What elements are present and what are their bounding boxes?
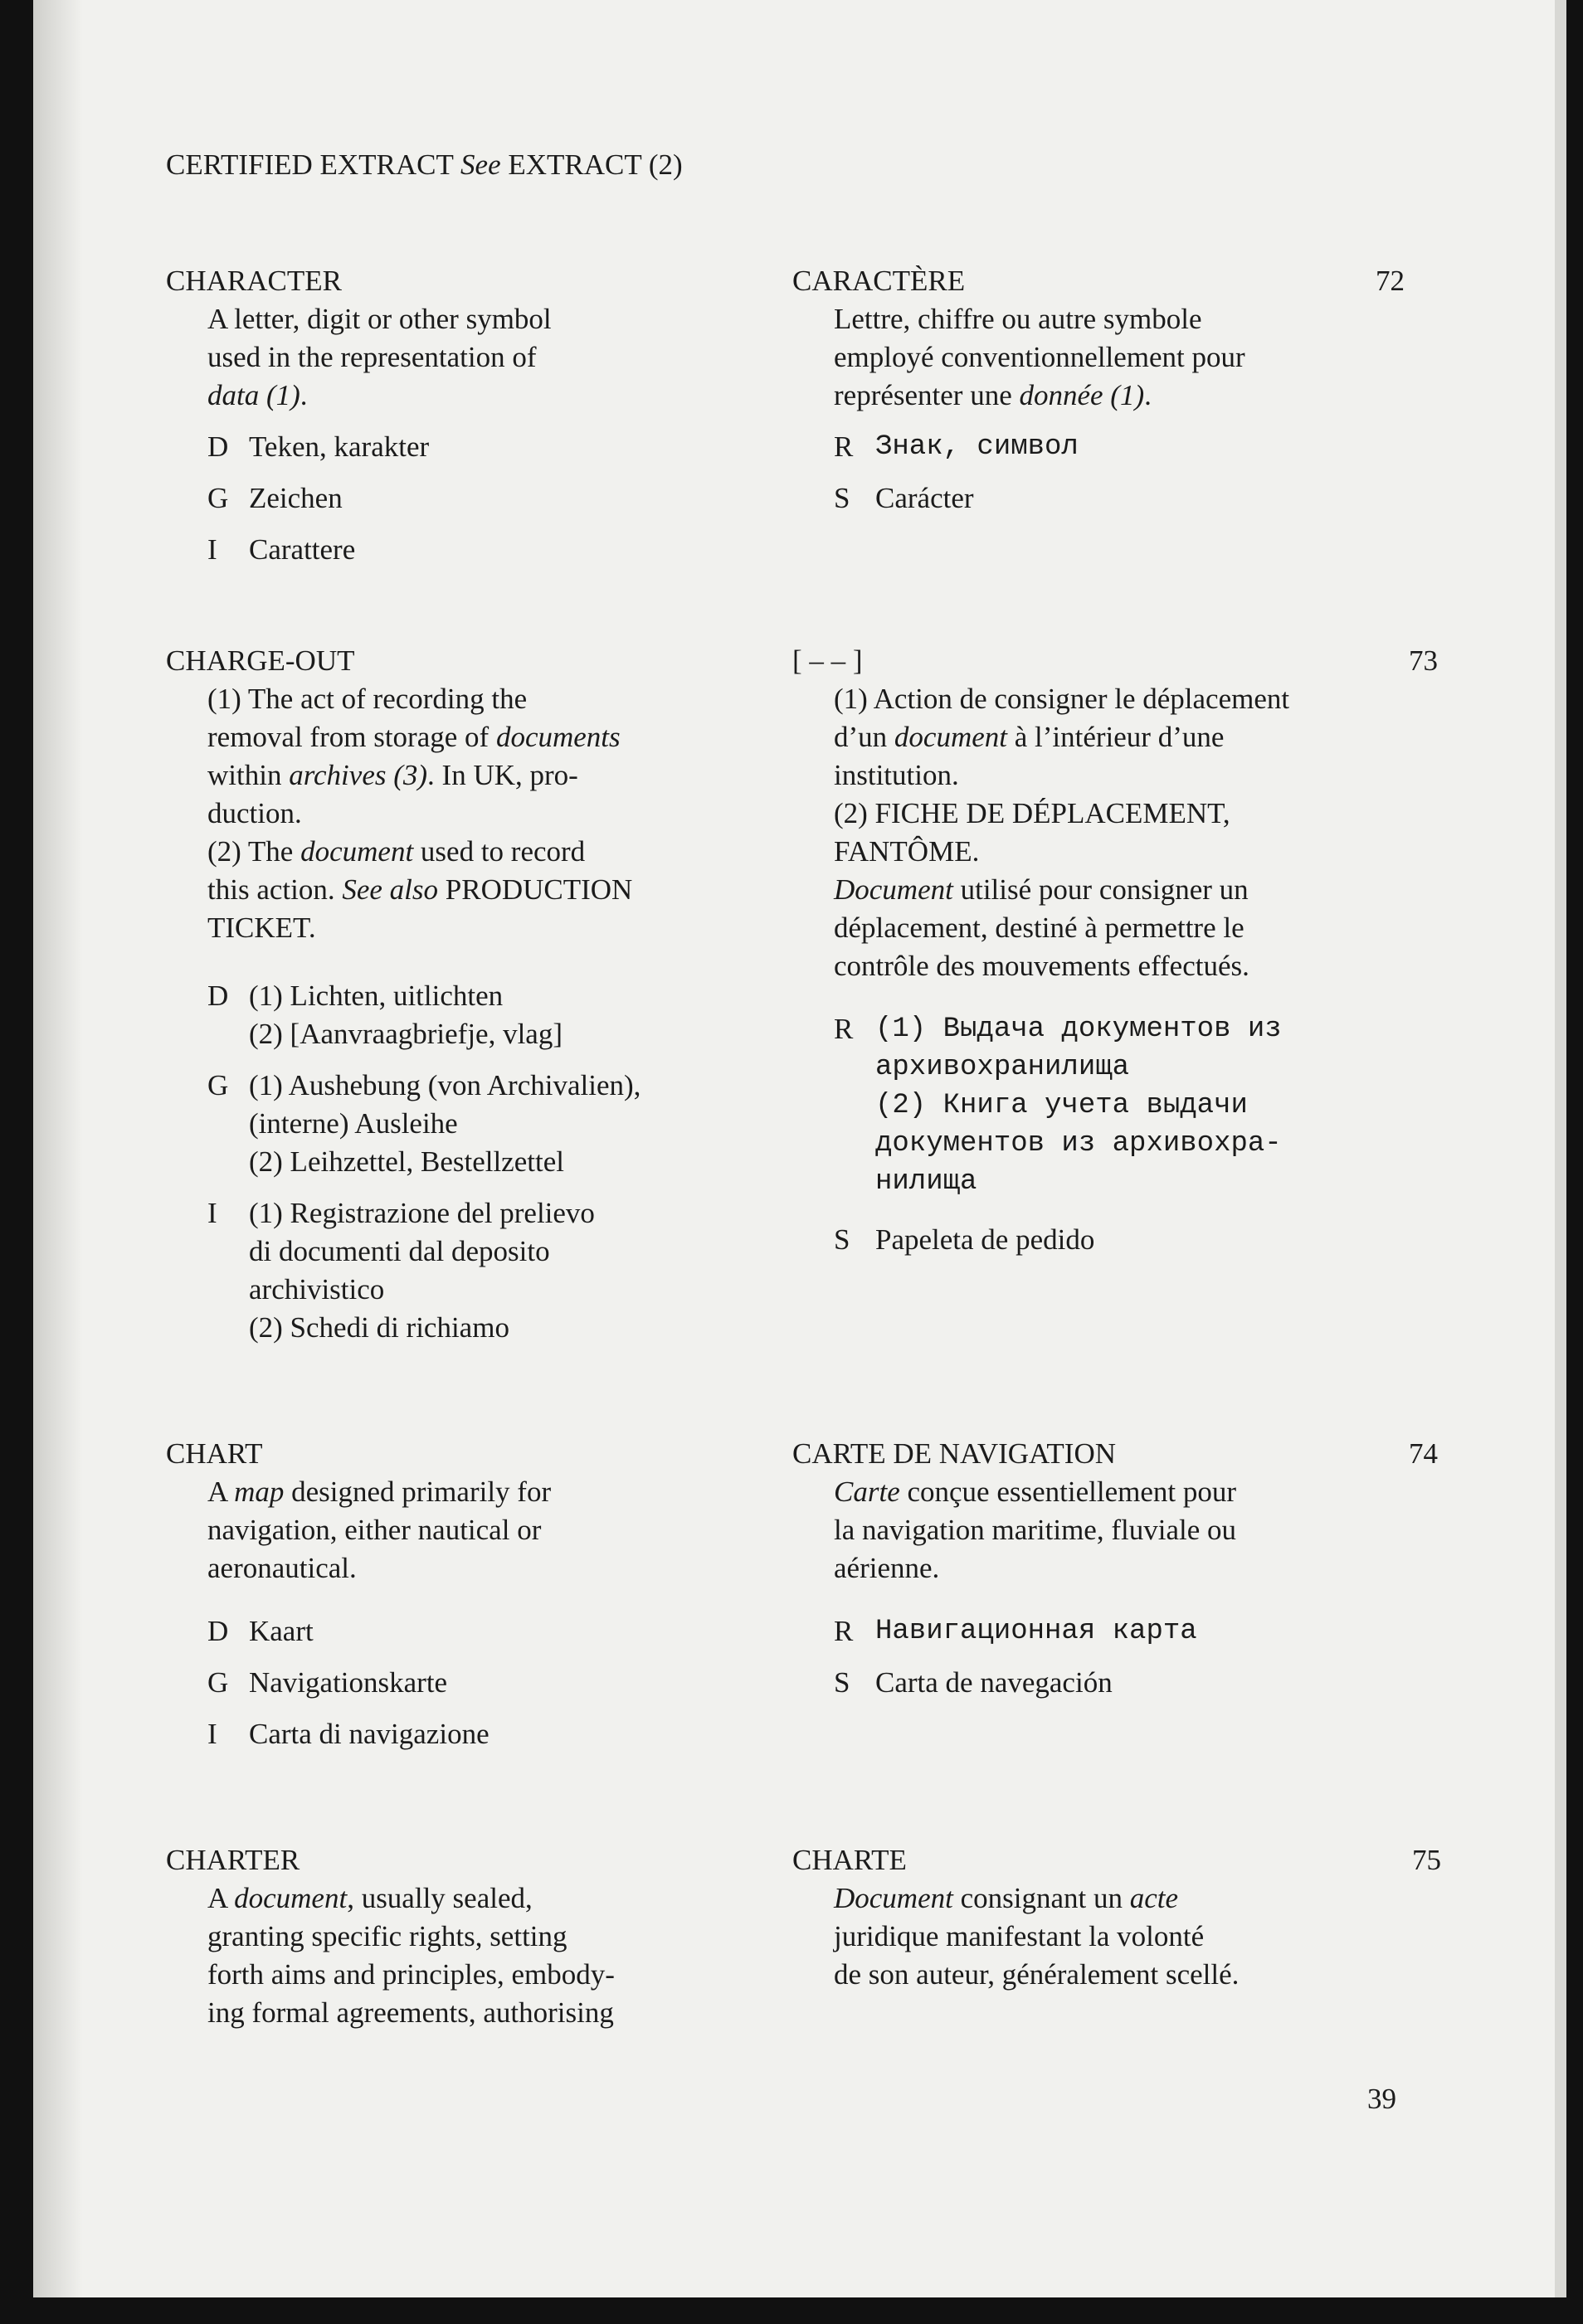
lang-line-g: G (1) Aushebung (von Archivalien), (interne) Ausleihe [207,1069,641,1140]
entry-number-75: 75 [1412,1844,1441,1876]
entry-72-english [166,262,763,569]
en-term: CHARGE-OUT [166,644,355,677]
en-term: CHARTER [166,1844,300,1876]
en-definition-1: (1) The act of recording the removal from storage of documents within archives (3). In UK, pro- duction. [207,683,621,829]
entry-73-french [792,642,1423,1259]
lang-line-r: R (1) Выдача документов из архивохранилища [834,1013,1282,1083]
page-number: 39 [1367,2083,1396,2115]
en-term: CHART [166,1437,263,1470]
en-definition: A document, usually sealed, granting specific rights, setting forth aims and principles, embody- ing formal agreements, authorising [207,1882,615,2029]
lang-line-d: D Teken, karakter [207,430,430,463]
lang-line-d2: (2) [Aanvraagbriefje, vlag] [249,1018,563,1050]
entry-number-72: 72 [1376,265,1405,297]
fr-term: CHARTE [792,1844,907,1876]
en-definition: A map designed primarily for navigation, either nautical or aeronautical. [207,1476,552,1584]
lang-line-r: R Знак, символ [834,430,1079,463]
en-definition-2: (2) The document used to record this action. See also PRODUCTION TICKET. [207,835,633,944]
entry-73-english [166,642,780,1347]
fr-definition: Document consignant un acte juridique manifestant la volonté de son auteur, généralement scellé. [834,1882,1240,1991]
lang-line-d: D Kaart [207,1615,314,1647]
fr-definition-3: Document utilisé pour consigner un déplacement, destiné à permettre le contrôle des mouvements effectués. [834,873,1249,982]
entry-75-english [166,1841,780,2032]
entry-number-74: 74 [1409,1437,1438,1470]
en-term: CHARACTER [166,265,342,297]
lang-line-d: D (1) Lichten, uitlichten [207,980,504,1012]
lang-line-i: I (1) Registrazione del prelievo di documenti dal deposito archivistico [207,1197,595,1305]
entry-74-english [166,1435,763,1753]
lang-line-s: S Papeleta de pedido [834,1223,1095,1256]
certified-extract-crossref: CERTIFIED EXTRACT See EXTRACT (2) [166,148,683,181]
en-definition: A letter, digit or other symbol used in the representation of data (1). [207,303,552,411]
entry-number-73: 73 [1409,644,1438,677]
lang-line-g: G Navigationskarte [207,1666,448,1699]
book-page [33,0,1566,2297]
lang-line-s: S Carta de navegación [834,1666,1113,1699]
lang-line-i: I Carattere [207,533,356,566]
fr-term: CARTE DE NAVIGATION [792,1437,1117,1470]
see-label: See [460,148,501,181]
fr-term: [ – – ] [792,644,863,677]
fr-definition-2: (2) FICHE DE DÉPLACEMENT, FANTÔME. [834,797,1230,868]
lang-line-i2: (2) Schedi di richiamo [249,1311,509,1344]
fr-definition-1: (1) Action de consigner le déplacement d’un document à l’intérieur d’une institution. [834,683,1290,791]
lang-line-s: S Carácter [834,482,974,514]
lang-line-g2: (2) Leihzettel, Bestellzettel [249,1145,564,1178]
entry-72-french [792,262,1423,518]
entry-75-french [792,1841,1423,1994]
fr-term: CARACTÈRE [792,265,966,297]
page-edge [1555,0,1566,2297]
lang-line-i: I Carta di navigazione [207,1718,490,1750]
fr-definition: Carte conçue essentiellement pour la navigation maritime, fluviale ou aérienne. [834,1476,1237,1584]
fr-definition: Lettre, chiffre ou autre symbole employé conventionnellement pour représenter une donnée (1). [834,303,1245,411]
page-spine-shadow [33,0,83,2297]
lang-line-g: G Zeichen [207,482,343,514]
lang-line-r2: (2) Книга учета выдачи документов из архивохра- нилища [875,1090,1282,1198]
entry-74-french [792,1435,1423,1702]
lang-line-r: R Навигационная карта [834,1615,1197,1647]
